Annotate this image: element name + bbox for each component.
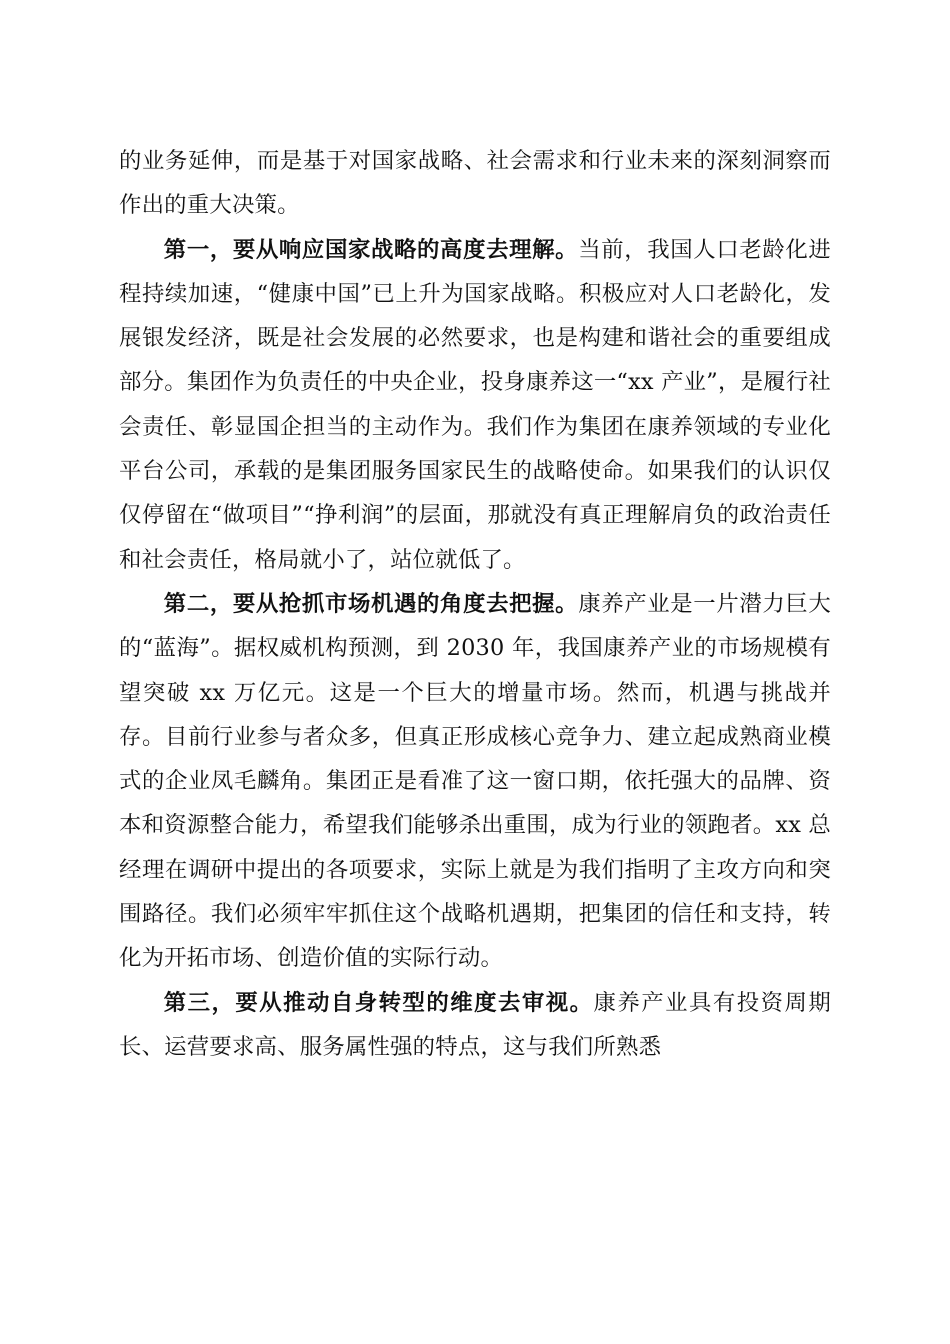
paragraph-text: 康养产业是一片潜力巨大的“蓝海”。据权威机构预测，到 2030 年，我国康养产业的市场规模有望突破 xx 万亿元。这是一个巨大的增量市场。然而，机遇与挑战并存。目前行业参与者众多，但真正形成核心竞争力、建立起成熟商业模式的企业凤毛麟角。集团正是看准了这一窗口期，依托强大的品牌、资本和资源整合能力，希望我们能够杀出重围，成为行业的领跑者。xx 总经理在调研中提出的各项要求，实际上就是为我们指明了主攻方向和突围路径。我们必须牢牢抓住这个战略机遇期，把集团的信任和支持，转化为开拓市场、创造价值的实际行动。: [119, 590, 831, 972]
paragraph-lead: 第二，要从抢抓市场机遇的角度去把握。: [163, 590, 579, 617]
paragraph-continuation: [119, 139, 831, 228]
paragraph-third-point: [119, 981, 831, 1070]
paragraph-lead: 第三，要从推动自身转型的维度去审视。: [163, 989, 594, 1016]
paragraph-lead: 第一，要从响应国家战略的高度去理解。: [163, 236, 579, 263]
document-body: [119, 139, 831, 1069]
paragraph-text: 康养产业具有投资周期长、运营要求高、服务属性强的特点，这与我们所熟悉: [119, 989, 832, 1060]
paragraph-second-point: [119, 582, 831, 981]
paragraph-text: 的业务延伸，而是基于对国家战略、社会需求和行业未来的深刻洞察而作出的重大决策。: [119, 148, 831, 219]
paragraph-text: 当前，我国人口老龄化进程持续加速，“健康中国”已上升为国家战略。积极应对人口老龄化，发展银发经济，既是社会发展的必然要求，也是构建和谐社会的重要组成部分。集团作为负责任的中央企业，投身康养这一“xx 产业”，是履行社会责任、彰显国企担当的主动作为。我们作为集团在康养领域的专业化平台公司，承载的是集团服务国家民生的战略使命。如果我们的认识仅仅停留在“做项目”“挣利润”的层面，那就没有真正理解肩负的政治责任和社会责任，格局就小了，站位就低了。: [119, 236, 831, 573]
paragraph-first-point: [119, 228, 831, 582]
